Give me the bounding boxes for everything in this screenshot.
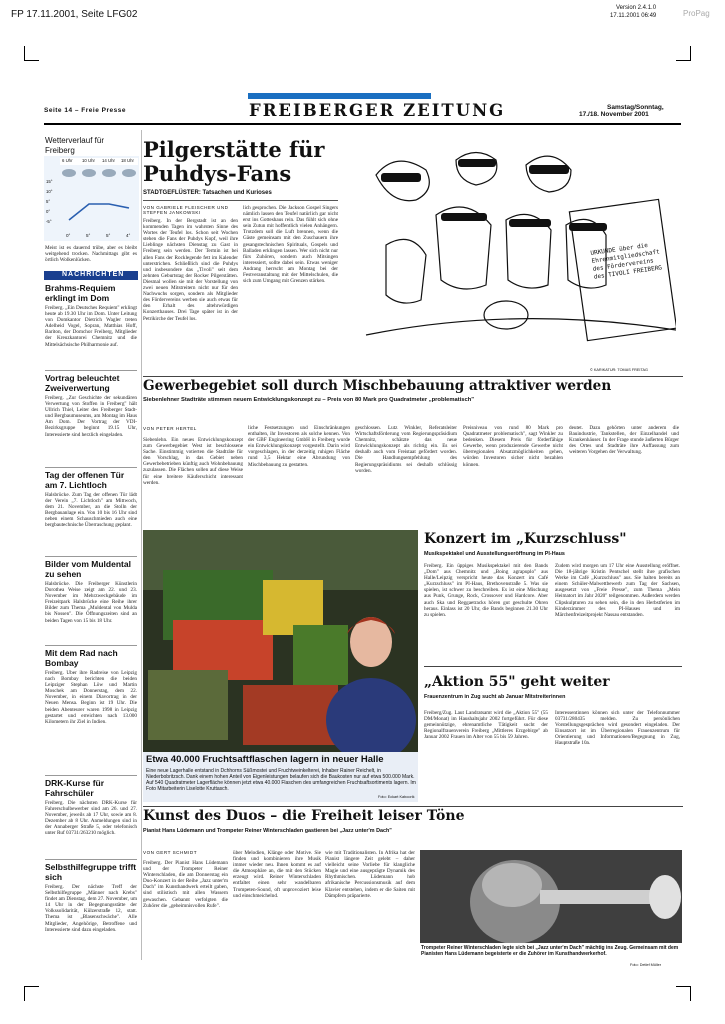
news-text: Freiberg. Der nächste Treff der Selbsthilfegruppe „Männer nach Krebs" findet am Dienstag, dem 27. November, um 14 Uhr in der Begegnungsstätte der Volkssolidarität, Külzerstraße 12, statt. Thema ist „Blasenschwäche". Alle Mitglieder, Angehörige, Betroffene und Interessierte sind dazu eingeladen. [45, 884, 137, 933]
weather-scale: 5° [46, 199, 51, 204]
news-header: NACHRICHTEN [62, 271, 125, 278]
print-slug: FP 17.11.2001, Seite LFG02 [11, 9, 138, 20]
story2-subhead: Siebenlehner Stadträte stimmen neuem Entwicklungskonzept zu – Preis von 80 Mark pro Quadratmeter „problematisch" [143, 397, 475, 403]
aktion-rule [424, 666, 682, 667]
news-title: Selbsthilfegruppe trifft sich [45, 862, 137, 882]
news-text: Freiberg. „Ein Deutsches Requiem" erklingt heute ab 19.30 Uhr im Dom. Unter Leitung von Domkantor Dietrich Wagler treten Adelheid Vogel, Sopran, Matthias Hoff, Bariton, der Domchor Freiberg, Mitglieder der Kreuzkantorei Chemnitz und die Mittelsächsische Philharmonie auf. [45, 305, 137, 348]
aktion-headline: „Aktion 55" geht weiter [424, 674, 610, 690]
aktion-subhead: Frauenzentrum in Zug sucht ab Januar Mitstreiterinnen [424, 694, 566, 700]
masthead-title: FREIBERGER ZEITUNG [249, 101, 506, 120]
date-line-1: Samstag/Sonntag, [607, 104, 664, 111]
weather-title: Wetterverlauf für Freiberg [45, 136, 104, 155]
kurzschluss-headline: Konzert im „Kurzschluss" [424, 531, 627, 547]
news-text: Halsbrücke. Zum Tag der offenen Tür lädt der Verein „7. Lichtloch" am Mittwoch, dem 21. November, an die Stolln der Bergbauanlage ein. Von 10 bis 16 Uhr sind neben einem Schauschmieden auch eine bergbautechnische Überraschung geplant. [45, 492, 137, 529]
story2-byline: VON PETER HERTEL [143, 426, 197, 431]
news-text: Halsbrücke. Die Freiberger Künstlerin Dorothea Weise zeigt am 22. und 23. November im Mehrzweckgebäude im Freizeitpark Halsbrücke eine Reihe ihrer Bilder zum Thema „Muldental von Mulda bis Nossen". Die Öffnungszeiten sind an beiden Tagen von 15 bis 18 Uhr. [45, 581, 137, 624]
lead-kicker: STADTGEFLÜSTER: Tatsachen und Kurioses [143, 190, 272, 196]
weather-time: 18 Uhr [121, 158, 134, 163]
story3-col-2: über Melodien, Klänge oder Motive. Sie finden und kombinieren ihre Musik immer wieder neu. Ihnen kommt es auf die Atmosphäre an, die mit den Stücken erzeugt wird. Reiner Winterschladen entfaltet einen sehr wandelbaren Trompeten-Sound, oft unprovoziert leise und einschmeichelnd. [233, 850, 321, 899]
story2-headline: Gewerbegebiet soll durch Mischbebauung attraktiver werden [143, 378, 612, 394]
news-title: Vortrag beleuchtet Zweiverwertung [45, 373, 120, 393]
story2-col-3: geschlossen. Lutz Winkler, Referatsleiter Wirtschaftsförderung vom Regierungspräsidium Chemnitz, schätzte das neue Entwicklungskonzept als richtig ein. Es sei deshalb auch vom Freistaat gefördert worden. Die Handlungsempfehlung des Regierungspräsidiums sei deshalb schlüssig worden. [355, 425, 457, 474]
kurzschluss-col-2: Zudem wird morgen um 17 Uhr eine Ausstellung eröffnet. Die 18-jährige Kristin Pentschel stellt ihre grafischen Werke im Café „Kurzschluss" aus. Sie halten bereits an einem Schüler-Malwettbewerb zum Tag der Sachsen, ausgesetzt von „Freie Presse", zum Thema „Mein Heimatort im Jahr 2020" teilgenommen. Außerdem werden Clipskulpturen zu sehen sein, die in den Herbstferien im Kinderzimmer des PI-Hauses und im Märchenfreizeitprojekt Nassau entstanden. [555, 563, 680, 618]
trumpeter-photo [420, 850, 682, 943]
header-rule [44, 123, 681, 125]
aktion-col-2: Interessentinnen können sich unter der Telefonnummer 03731/280435 melden. Zu persönlichen Vorstellungsgesprächen wird gesondert eingeladen. Der Einsatzort ist im Überregionalen Frauenzentrum für Orientierung und Informationen/Begegnung in Zug, Hauptstraße 10a. [555, 710, 680, 747]
photo2-credit: Foto: Detlef Müller [630, 963, 662, 967]
photo2-caption: Trompeter Reiner Winterschladen legte sich bei „Jazz unter'm Dach" mächtig ins Zeug. Gemeinsam mit dem Pianisten Hans Lüdemann begeisterte er die Zuhörer im Kunsthandwerkerhof. [421, 945, 679, 957]
weather-scale: 0° [46, 209, 51, 214]
page-label: Seite 14 – Freie Presse [44, 107, 126, 114]
story2-col-2: liche Festsetzungen und Einschränkungen enthalten, ihr Investoren als solche kennen. Von der GBF Engineering GmbH in Freiberg wurde ein Entwicklungskonzept vorgestellt. Darin wird vorgeschlagen, in der derzeitig ruhigen Fläche rund 3,5 Hektar eine Abrundung von Mischbebauung zu gestatten. [248, 425, 350, 468]
photo1-caption: Eine neue Lagerhalle entstand in Dchhorns Süßmostei und Fruchtweinkelterei, Inhaber Rainer Reichelt, in Niederbobritzsch. Dank einem hohen Anteil von Eigenleistungen belaufen sich die Baukosten nur auf etwa 500.000 Mark. Auf 540 Quadratmeter Lagerfläche können jetzt etwa 40.000 Flaschen des umfangreichen Fruchtsaftsortiments lagern. Im Foto Mitarbeiterin Liselotte Kruttasch. [146, 768, 416, 792]
weather-time: 6 Uhr [62, 158, 73, 163]
lead-rule [143, 200, 338, 201]
crop-mark [24, 46, 39, 61]
news-divider [45, 859, 137, 860]
kurzschluss-col-1: Freiberg. Ein üppiges Musikspektakel mit den Bands „Dom" aus Chemnitz und „Boing agrapuplo" aus Halle/Leipzig verspricht heute das Konzert im Café „Kurzschluss" im PI-Haus, Brethovenstraße 5. Was sie spielen, ist schwer zu beschreiben. Es ist eine Mischung aus Punk, Grunge, Rock, Crossover und Hardcore. Aber auch Ska und Reggaetracks hören gut geschulte Ohren heraus. Einlass ist 20 Uhr, die Bands beginnen 21.30 Uhr zu spielen. [424, 563, 548, 618]
news-title: DRK-Kurse für Fahrschüler [45, 778, 105, 798]
lead-headline-1: Pilgerstätte für [143, 137, 325, 162]
cartoon-certificate-text: URKUNDE über die Ehrenmitgliedschaft des Fördervereins des TIVOLI FREIBERG [590, 241, 663, 281]
crop-mark [676, 986, 691, 1001]
news-divider [45, 645, 137, 646]
news-text: Freiberg. „Zur Geschichte der sekundären Verwertung von Stoffen in Freiberg" hält Ullrich Thiel, Leiter des Freiberger Stadt- und Bergbaumuseums, am Montag im Haus Am Dom. Der Vortrag der VDI-Bezirksgruppe beginnt 19.15 Uhr, Interessierte sind herzlich eingeladen. [45, 395, 137, 438]
story3-col-3: wie mit Traditionalisten. In Afrika hat der Pianist längere Zeit gelebt – daher vielleicht seine Vorliebe für klangliche Magie und eine ausgeprägte Dynamik des Rhythmischen. Lüdemann hob afrikanische Percussionsmusik auf dem Klavier entstehen, indem er die Saiten mit Dämpfern präparierte. [325, 850, 415, 899]
news-text: Freiberg. Über ihre Radreise von Leipzig nach Bombay berichten die beiden Leipziger Stephan Löw und Martin Moschek am Donnerstag, dem 22. November, in einem Diavortrag in der Neuen Mensa. Beginn ist 19 Uhr. Die beiden Abenteurer waren 1998 in Leipzig gestartet und erreichten nach 13.000 Kilometern ihr Ziel in Indien. [45, 670, 137, 725]
story3-byline: VON GERT SCHMIDT [143, 850, 198, 855]
lead-byline: VON GABRIELE FLEISCHER UND STEFFEN JANKOWSKI [143, 205, 229, 215]
kurzschluss-subhead: Musikspektakel und Ausstellungseröffnung im PI-Haus [424, 551, 565, 557]
news-title: Bilder vom Muldental zu sehen [45, 559, 131, 579]
news-divider [45, 370, 137, 371]
print-version: Version 2.4.1.0 [616, 5, 657, 11]
news-text: Freiberg. Die nächsten DRK-Kurse für Fahrerschulbewerber sind am 26. und 27. November, jeweils ab 17 Uhr, sowie am 8. Dezember ab 8 Uhr. Anmeldungen sind in der Annaberger Straße 5, oder telefonisch unter Ruf 03731/263210 möglich. [45, 800, 137, 837]
crop-mark [24, 986, 39, 1001]
photo1-caption-head: Etwa 40.000 Fruchtsaftflaschen lagern in neuer Halle [146, 754, 384, 765]
sidebar-rule [141, 130, 142, 960]
lead-headline-2: Puhdys-Fans [143, 161, 292, 186]
news-title: Mit dem Rad nach Bombay [45, 648, 118, 668]
story3-col-1: Freiberg. Der Pianist Hans Lüdemann und der Trompeter Reiner Winterschladen, die am Donnerstag ein Duo-Konzert in der Reihe „Jazz unter'm Dach" im Kunsthandwerk erteilt gaben, sind stilistisch mit allen Wassern gewaschen. Gebannt verfolgten die Zuhörer die „geheimnisvollen Rufe". [143, 860, 228, 909]
bottles-photo [143, 530, 418, 752]
watermark: ProPag [683, 9, 710, 18]
weather-scale: 15° [46, 179, 53, 184]
news-title: Brahms-Requiem erklingt im Dom [45, 283, 116, 303]
masthead-bar [248, 93, 431, 99]
crop-mark [676, 46, 691, 61]
lead-col-1: Freiberg. In der Bergstadt ist an den kommenden Tagen im wahrsten Sinne des Wortes der Teufel los. Schon seit Wochen stehen die Fans der Puhdys Kopf, weil ihre Lieblinge nächsten Dienstag zu Gast in Freiberg sein werden. Der Termin ist bei allen Fans der Rocklegende fett im Kalender unterstrichen. Schließlich sind die Puhdys und insbesondere das „Tivoli" seit dem zehnten Geburtstag der Rocker Pilgerstätten. Diesmal wollen sie mit der Vorstellung von zwei neuen Mitstreitern nicht nur für den Nachwuchs sorgen, sondern als Mitglieder des Fördervereins werben sie auch etwas für den Erhalt des altehrwürdigen Konzerthauses. Drei Tage später ist in der Petrikirche der Teufel los. [143, 218, 238, 322]
story2-col-5: deutet. Dazu gehörten unter anderem die Bauindustrie, Tankstellen, der Einzelhandel und Krankenhäuser. In der Frage stunde äußerten Bürger des Ortes und Stadträte ihre Auffassung zum weiteren Vorgehen der Verwaltung. [569, 425, 679, 456]
story3-rule [143, 806, 683, 807]
date-line-2: 17./18. November 2001 [579, 111, 649, 118]
weather-temp: 0° [66, 233, 71, 238]
story2-col-1: Siebenlehn. Ein neues Entwicklungskonzept zum Gewerbegebiet West ist beschlossene Sache. Einstimmig votierten die Stadträte für den Vorschlag, in das Gebiet neben Gewerbebetrieben künftig auch Wohnbebauung zuzulassen. Die Flächen sollen auf diese Weise für eine breitere Käuferschicht interessant werden. [143, 437, 243, 486]
news-divider [45, 467, 137, 468]
print-timestamp: 17.11.2001 06:49 [610, 13, 657, 19]
cartoon-credit: © KARIKATUR: TOMAS FREITAG [590, 368, 649, 372]
photo1-credit: Foto: Eckart Kaboorik [378, 795, 415, 799]
story3-headline: Kunst des Duos – die Freiheit leiser Töne [143, 808, 465, 824]
weather-time: 10 Uhr [82, 158, 95, 163]
weather-time: 14 Uhr [102, 158, 115, 163]
story2-col-4: Preisniveau von rund 80 Mark pro Quadratmeter problematisch", sagt Winkler zu bedenken. Diesem Preis für förderfähige Gewerbe, wenn produzierende Gewerbe nicht überregionalen Absatzmöglichkeiten gehen, würden Investoren sicher nicht bezahlen können. [463, 425, 563, 468]
weather-temp: 5° [106, 233, 111, 238]
news-divider [45, 775, 137, 776]
news-title: Tag der offenen Tür am 7. Lichtloch [45, 470, 125, 490]
aktion-col-1: Freiberg/Zug. Laut Landratsamt wird die „Aktion 55" (55 DM/Monat) im Haushaltsjahr 2002 fortgeführt. Für diese gemeinnützige, ehrenamtliche Tätigkeit sucht der Regionalfrauenverein Freiberg „Mittleres Erzgebirge" ab Januar 2002 Frauen im Alter von 55 bis 59 Jahren. [424, 710, 548, 741]
weather-scale: -5° [46, 219, 52, 224]
weather-scale: 10° [46, 189, 53, 194]
weather-note: Meist ist es dauernd trübe, aber es bleibt weitgehend trocken. Nachmittags gibt es örtlich Wolkenlücken. [45, 245, 137, 264]
news-divider [45, 556, 137, 557]
lead-col-2: lich gesprochen. Die Jackson Gospel Singers nämlich lassen den Teufel natürlich gar nicht erst ins Gotteshaus rein. Das fühlt sich ohne sein Zutun mit hoffentlich vielen Anhängern. Trotzdem soll die Luft brennen, wenn die Gäste gemeinsam mit den Zuschauern ihre gesangstechnischen Spirituals, Gospels und Balladen erklingen lassen. Wer sich nicht nur fürs Zuhören, sondern auch Mitsingen interessiert, sollte dabei sein. Etwas weniger Andrang herrscht am Montag bei der Festveranstaltung mit der Mittelschulen, die sich zum Umgang mit Grenzen stärken. [243, 205, 338, 285]
weather-temp: 5° [86, 233, 91, 238]
weather-temp: 4° [126, 233, 131, 238]
story2-top-rule [143, 376, 683, 377]
story3-subhead: Pianist Hans Lüdemann und Trompeter Reiner Winterschladen gastieren bei „Jazz unter'm Dach" [143, 828, 392, 834]
weather-graphic [44, 156, 139, 241]
